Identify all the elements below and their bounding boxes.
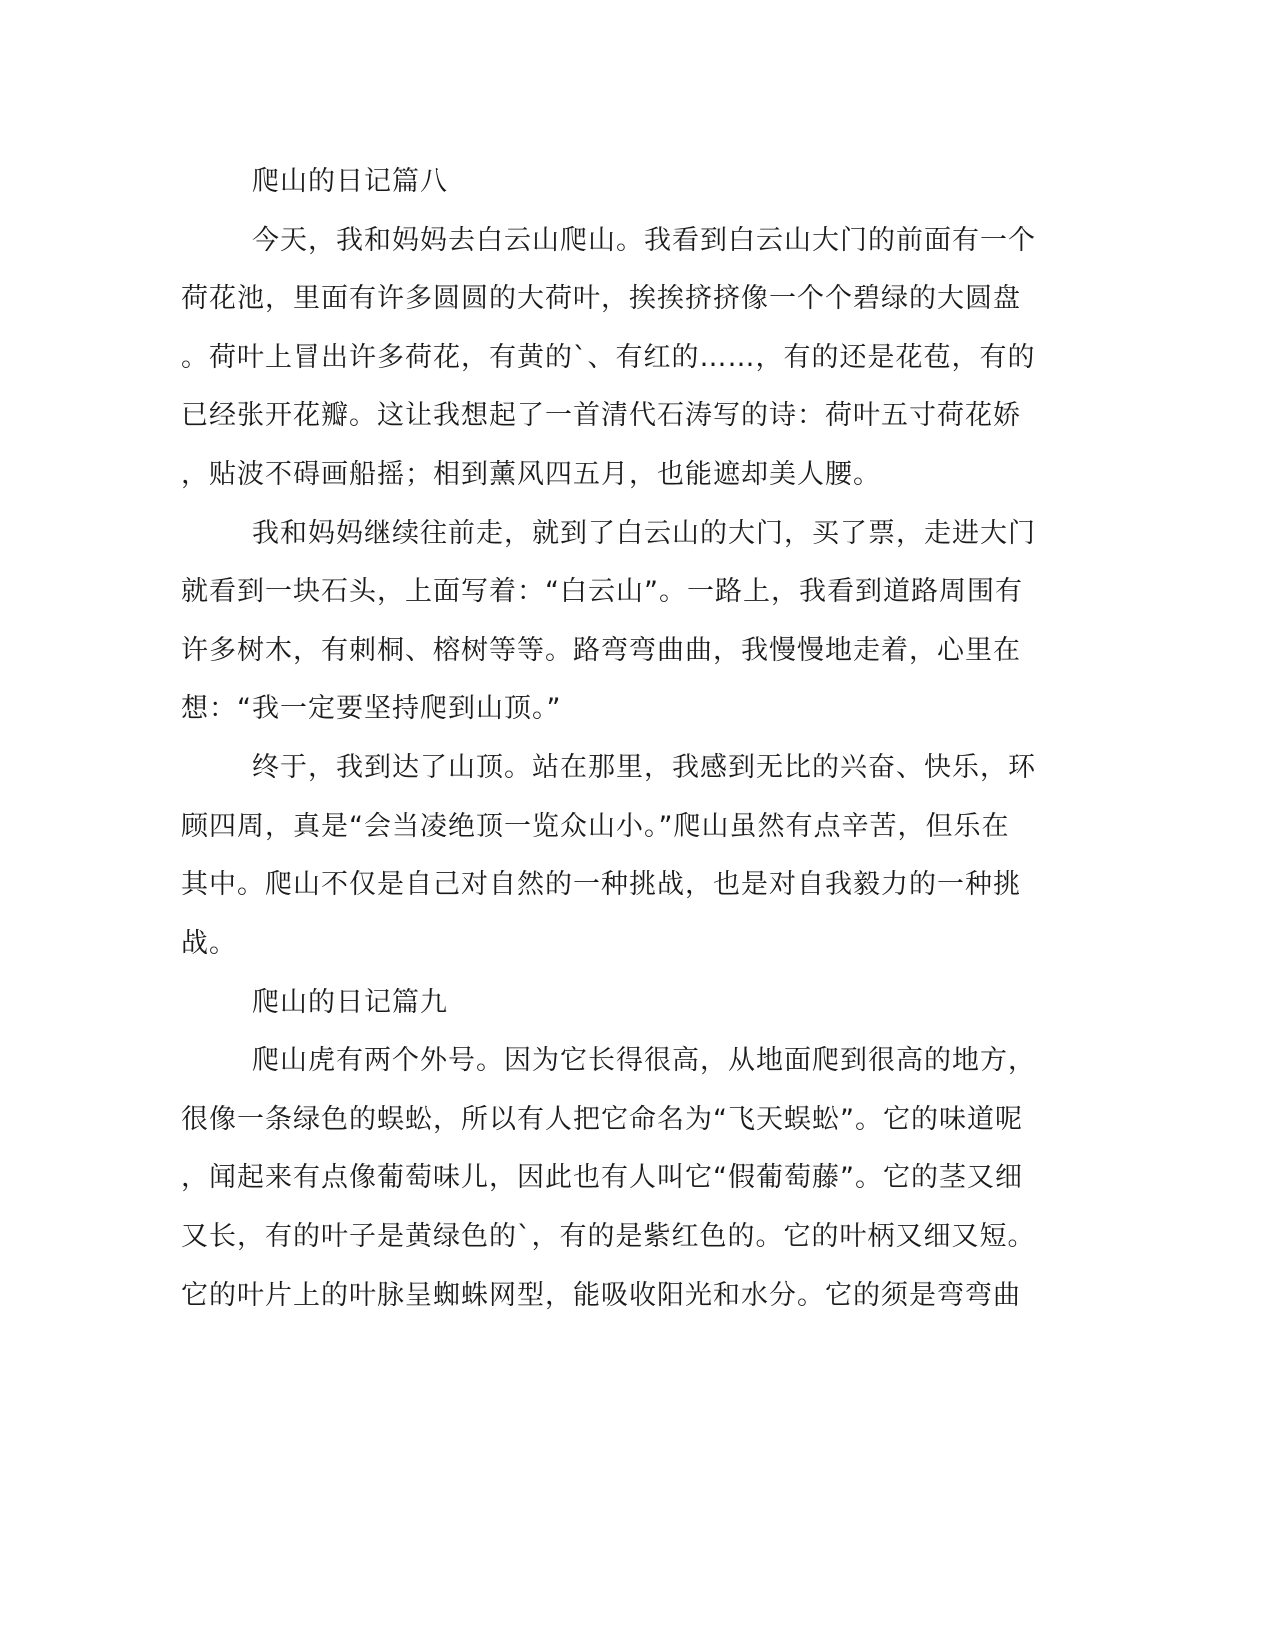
text-line: 其中。爬山不仅是自己对自然的一种挑战，也是对自我毅力的一种挑 — [181, 869, 1021, 900]
text-line: ，贴波不碍画船摇；相到薰风四五月，也能遮却美人腰。 — [181, 459, 881, 490]
text-line: 。荷叶上冒出许多荷花，有黄的`、有红的……，有的还是花苞，有的 — [181, 342, 1036, 373]
text-line: 顾四周，真是“会当凌绝顶一览众山小。”爬山虽然有点辛苦，但乐在 — [181, 811, 1010, 842]
text-line: 已经张开花瓣。这让我想起了一首清代石涛写的诗：荷叶五寸荷花娇 — [181, 400, 1021, 431]
text-line: 今天，我和妈妈去白云山爬山。我看到白云山大门的前面有一个 — [252, 225, 1036, 256]
text-line: 很像一条绿色的蜈蚣，所以有人把它命名为“飞天蜈蚣”。它的味道呢 — [181, 1104, 1023, 1135]
text-line: 它的叶片上的叶脉呈蜘蛛网型，能吸收阳光和水分。它的须是弯弯曲 — [181, 1280, 1021, 1311]
text-line: 战。 — [181, 928, 237, 959]
text-line: 爬山虎有两个外号。因为它长得很高，从地面爬到很高的地方， — [252, 1045, 1036, 1076]
text-line: 就看到一块石头，上面写着：“白云山”。一路上，我看到道路周围有 — [181, 576, 1023, 607]
text-line: 终于，我到达了山顶。站在那里，我感到无比的兴奋、快乐，环 — [252, 752, 1036, 783]
text-line: 想：“我一定要坚持爬到山顶。” — [181, 693, 562, 724]
text-line: 许多树木，有刺桐、榕树等等。路弯弯曲曲，我慢慢地走着，心里在 — [181, 635, 1021, 666]
text-line: ，闻起来有点像葡萄味儿，因此也有人叫它“假葡萄藤”。它的茎又细 — [181, 1162, 1023, 1193]
text-line: 我和妈妈继续往前走，就到了白云山的大门，买了票，走进大门 — [252, 518, 1036, 549]
text-line: 荷花池，里面有许多圆圆的大荷叶，挨挨挤挤像一个个碧绿的大圆盘 — [181, 283, 1021, 314]
section-heading-8: 爬山的日记篇八 — [252, 166, 448, 197]
text-line: 又长，有的叶子是黄绿色的`，有的是紫红色的。它的叶柄又细又短。 — [181, 1221, 1036, 1252]
section-heading-9: 爬山的日记篇九 — [252, 987, 448, 1018]
